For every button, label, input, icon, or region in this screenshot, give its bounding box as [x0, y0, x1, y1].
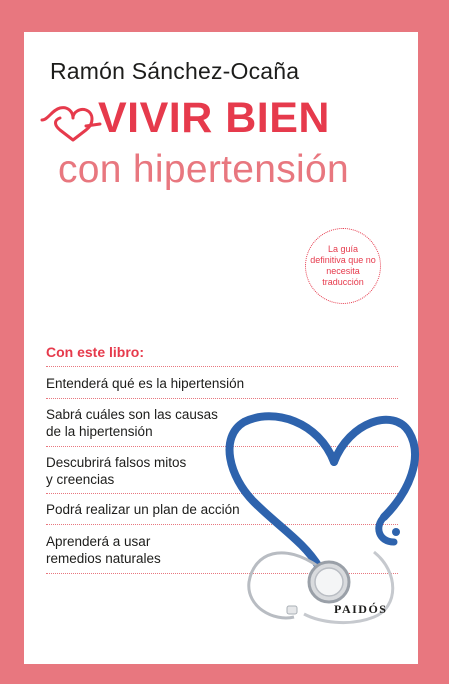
list-item-line: Descubrirá falsos mitos	[46, 455, 187, 470]
list-heading: Con este libro:	[46, 344, 145, 360]
publisher-logo: PAIDÓS	[334, 602, 388, 616]
stethoscope-icon	[224, 382, 424, 632]
heart-logo-icon	[40, 98, 102, 142]
cover-panel	[24, 32, 418, 664]
list-item-line: Podrá realizar un plan de acción	[46, 502, 240, 517]
promo-seal	[305, 228, 381, 304]
title-subtitle: con hipertensión	[58, 148, 349, 191]
list-item-line: Entenderá qué es la hipertensión	[46, 376, 245, 391]
list-item-line: remedios naturales	[46, 551, 161, 566]
list-item-line: de la hipertensión	[46, 424, 153, 439]
divider	[46, 366, 398, 367]
title-main: VIVIR BIEN	[98, 94, 330, 142]
author-name: Ramón Sánchez-Ocaña	[50, 58, 300, 84]
list-item-line: y creencias	[46, 472, 115, 487]
list-item-line: Sabrá cuáles son las causas	[46, 407, 218, 422]
list-item-line: Aprenderá a usar	[46, 534, 151, 549]
seal-text: La guía definitiva que no necesita traducción	[310, 244, 376, 287]
